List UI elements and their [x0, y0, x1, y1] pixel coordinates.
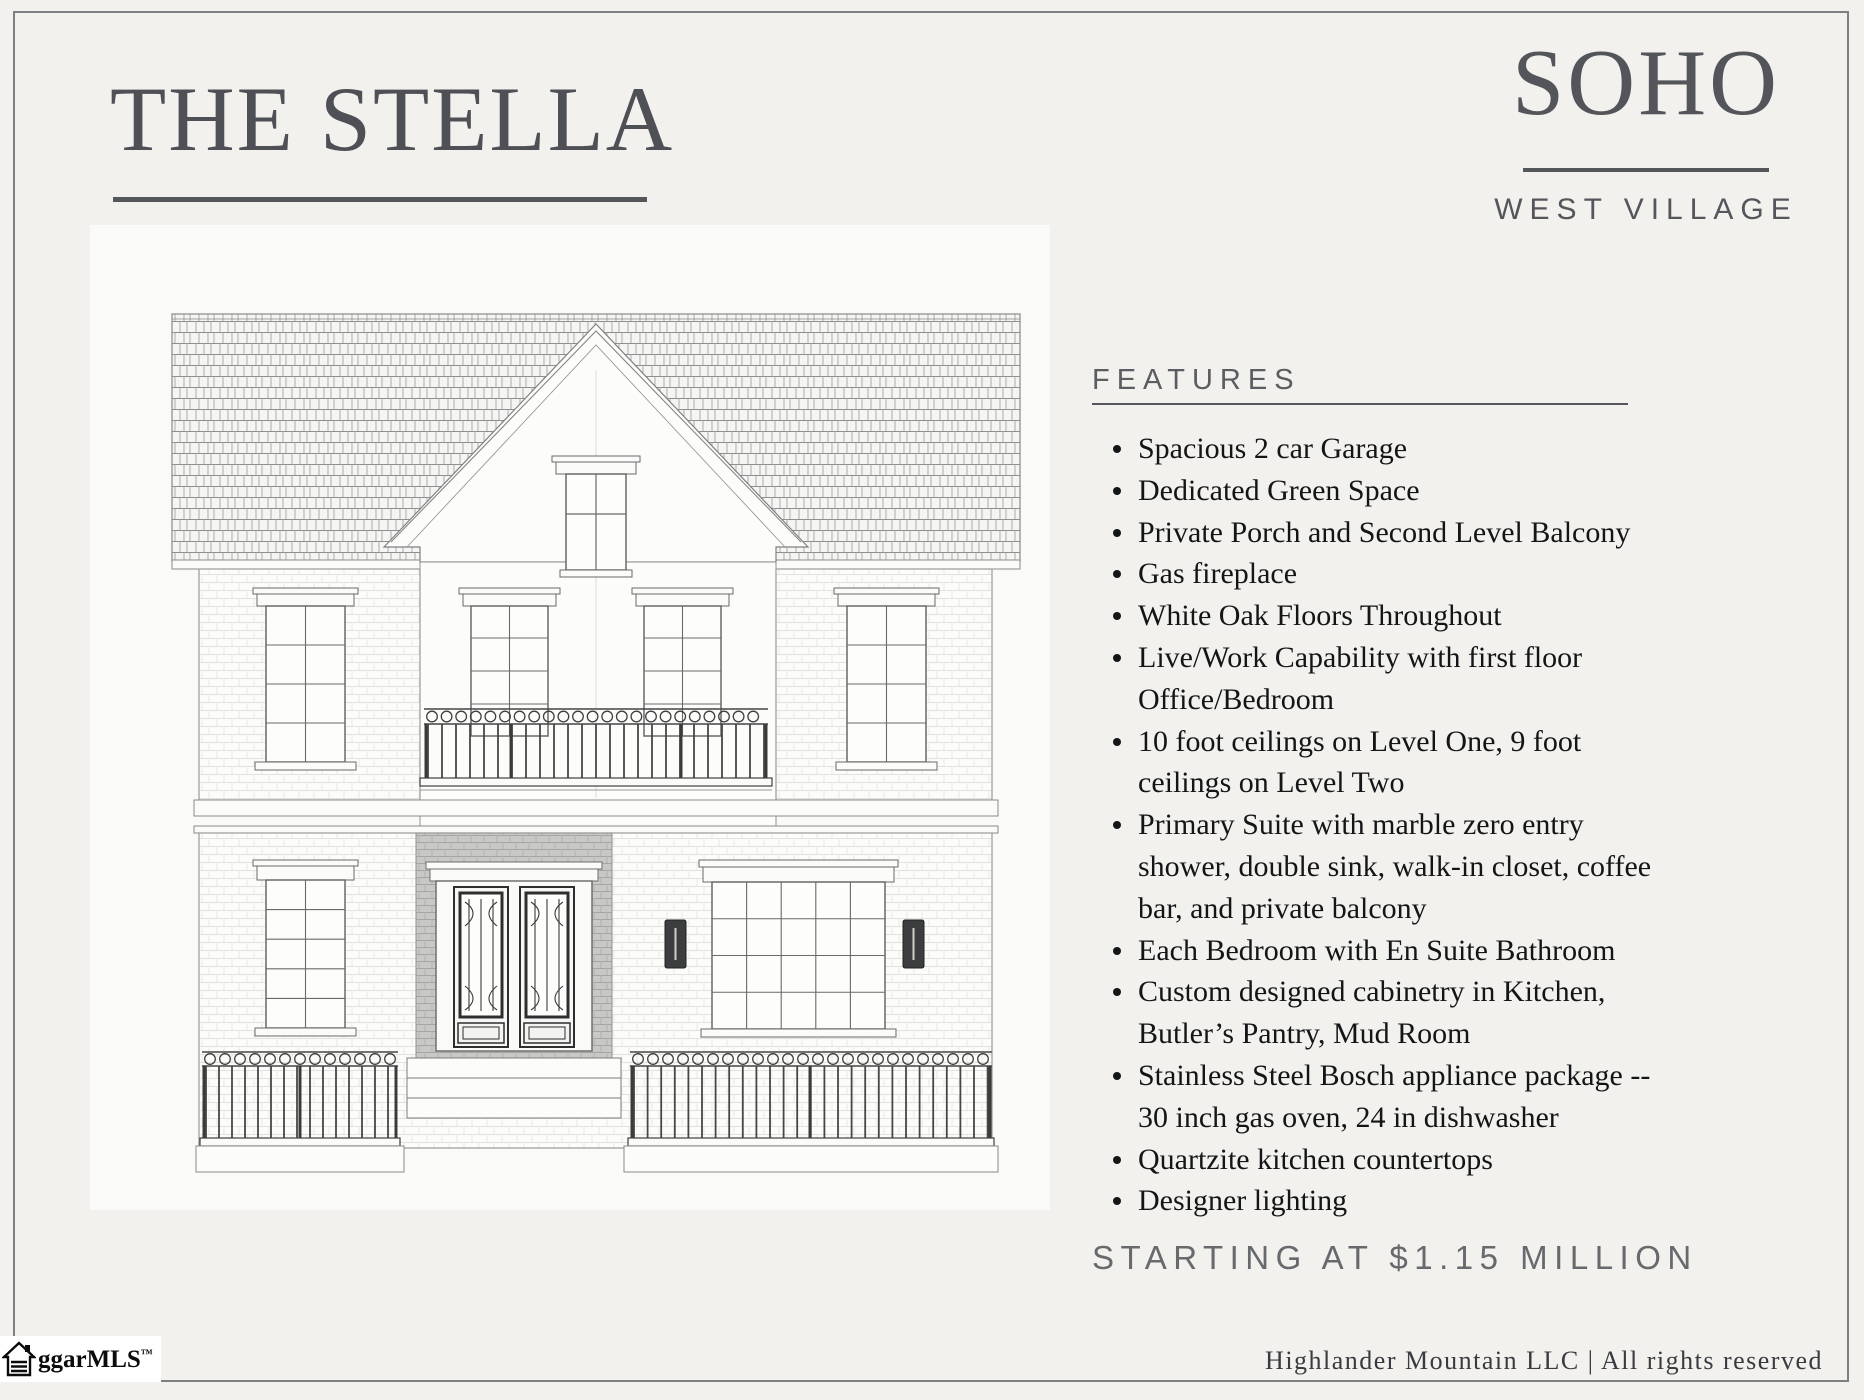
bullet-dot: [1113, 654, 1121, 662]
bullet-dot: [1113, 947, 1121, 955]
bullet-dot: [1113, 821, 1121, 829]
trademark-symbol: ™: [140, 1346, 153, 1361]
bullet-dot: [1113, 1197, 1121, 1205]
feature-item-text: Each Bedroom with En Suite Bathroom: [1138, 933, 1616, 967]
features-list: [1113, 428, 1673, 1222]
house-icon: [2, 1341, 36, 1377]
feature-item: [1113, 1139, 1673, 1181]
mls-logo: [0, 1336, 161, 1382]
feature-item-text: Live/Work Capability with first floor Office/Bedroom: [1138, 640, 1583, 716]
entry-door: [416, 833, 612, 1058]
bullet-dot: [1113, 738, 1121, 746]
mls-logo-text: ggarMLS™: [38, 1345, 153, 1373]
bullet-dot: [1113, 1156, 1121, 1164]
feature-item: [1113, 512, 1673, 554]
features-underline: [1092, 403, 1628, 405]
house-elevation-drawing: [170, 310, 1022, 1190]
title-underline: [113, 197, 647, 202]
footer-copyright: Highlander Mountain LLC | All rights reserved: [1265, 1346, 1823, 1375]
feature-item: [1113, 595, 1673, 637]
feature-item-text: Spacious 2 car Garage: [1138, 432, 1408, 465]
bullet-dot: [1113, 529, 1121, 537]
feature-item-text: 10 foot ceilings on Level One, 9 foot ceilings on Level Two: [1138, 724, 1582, 800]
feature-item-text: Custom designed cabinetry in Kitchen, Butler’s Pantry, Mud Room: [1138, 975, 1606, 1051]
bullet-dot: [1113, 487, 1121, 495]
bullet-dot: [1113, 612, 1121, 620]
feature-item-text: Stainless Steel Bosch appliance package -- 30 inch gas oven, 24 in dishwasher: [1138, 1058, 1651, 1134]
feature-item-text: Private Porch and Second Level Balcony: [1138, 515, 1631, 549]
bullet-dot: [1113, 988, 1121, 996]
feature-item: [1113, 930, 1673, 972]
feature-item-text: Designer lighting: [1138, 1184, 1348, 1218]
feature-item: [1113, 553, 1673, 595]
page-title: THE STELLA: [110, 68, 675, 170]
feature-item: [1113, 1055, 1673, 1139]
feature-item: [1113, 804, 1673, 929]
feature-item-text: Gas fireplace: [1138, 557, 1298, 591]
feature-item: [1113, 470, 1673, 512]
belt-course: [194, 800, 998, 833]
entry-steps: [407, 1058, 621, 1118]
feature-item-text: Dedicated Green Space: [1138, 473, 1420, 507]
feature-item: [1113, 1180, 1673, 1222]
brand-underline: [1523, 168, 1769, 172]
features-heading: FEATURES: [1092, 364, 1301, 396]
bullet-dot: [1113, 1072, 1121, 1080]
bullet-dot: [1113, 445, 1121, 453]
feature-item: [1113, 971, 1673, 1055]
feature-item-text: White Oak Floors Throughout: [1138, 599, 1502, 633]
feature-item-text: Primary Suite with marble zero entry shower, double sink, walk-in closet, coffee bar, and private balcony: [1138, 808, 1652, 925]
feature-item: [1113, 428, 1673, 470]
brand-name: SOHO: [1512, 31, 1780, 135]
feature-item: [1113, 721, 1673, 805]
price-text: STARTING AT $1.15 MILLION: [1092, 1239, 1698, 1276]
feature-item: [1113, 637, 1673, 721]
bullet-dot: [1113, 570, 1121, 578]
brand-location: WEST VILLAGE: [1494, 193, 1798, 226]
feature-item-text: Quartzite kitchen countertops: [1138, 1142, 1493, 1176]
